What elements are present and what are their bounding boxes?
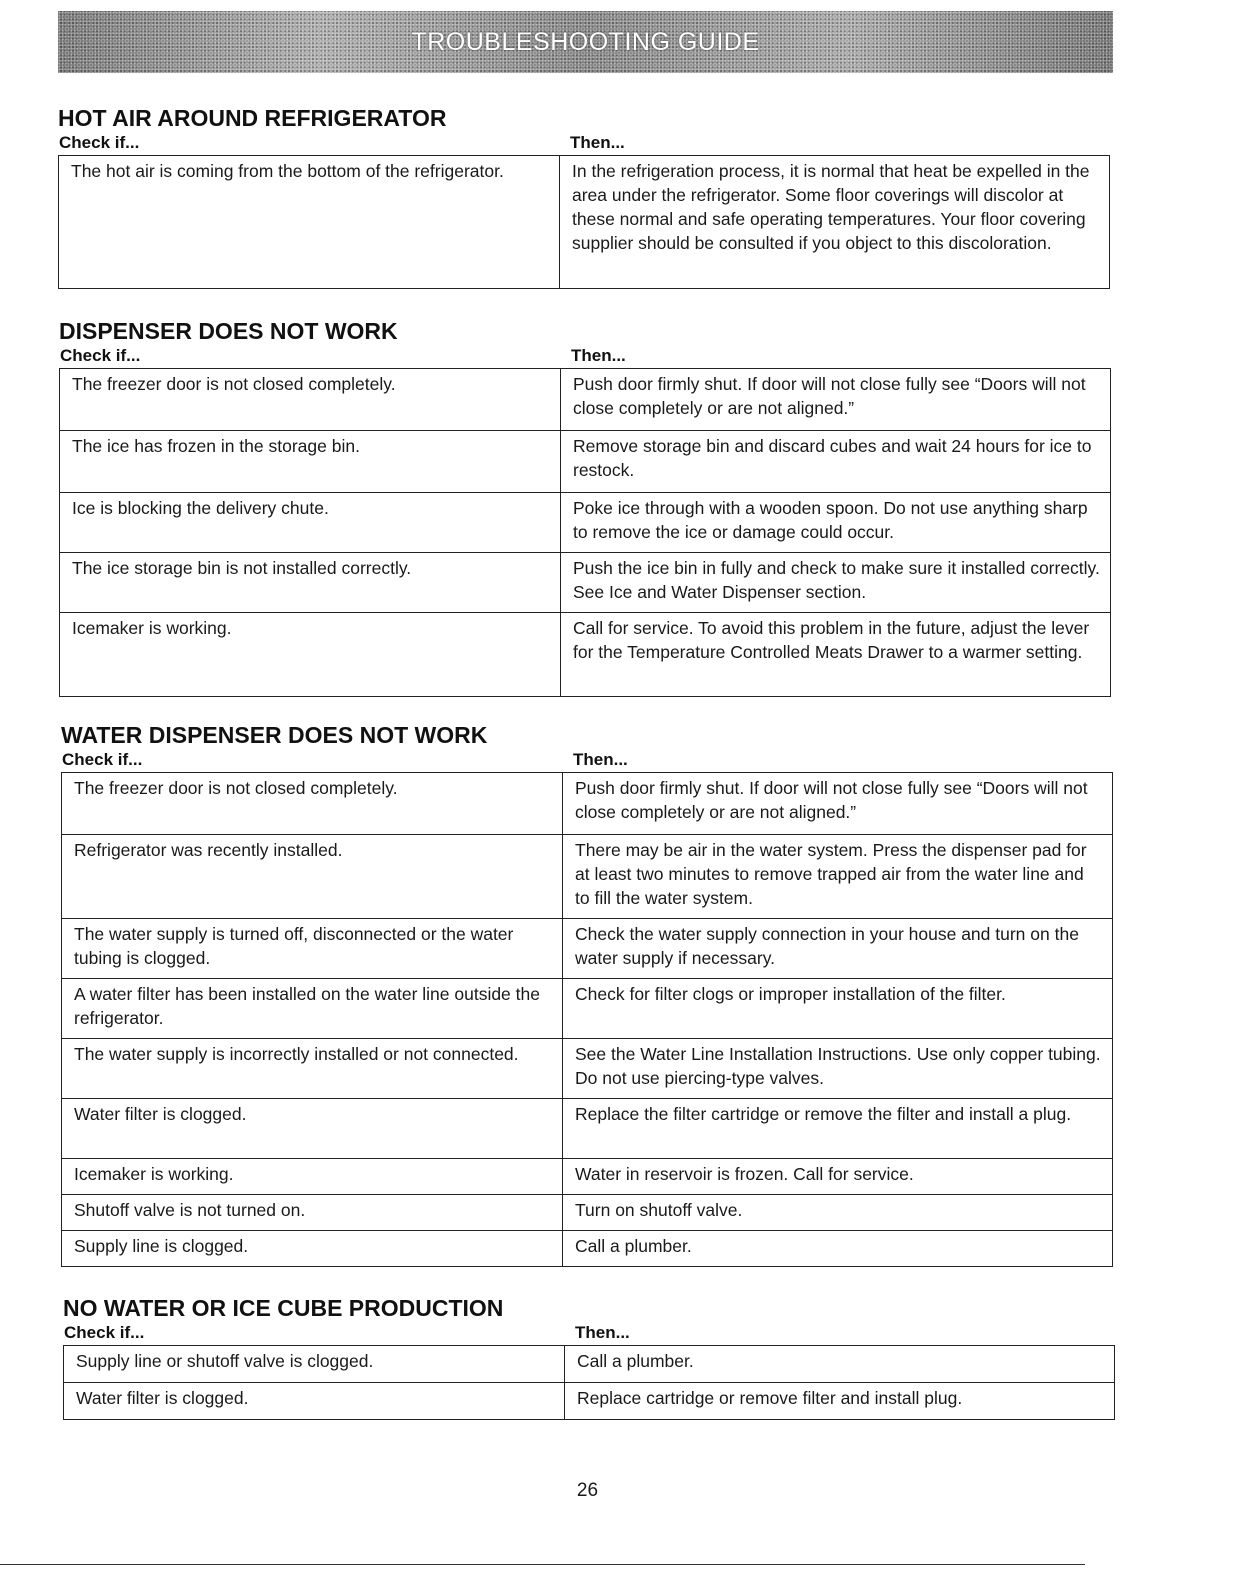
column-headers (59, 346, 1115, 368)
table-row (62, 1099, 1113, 1159)
then-cell: Call a plumber. (563, 1231, 1113, 1267)
column-headers (61, 750, 1117, 772)
then-cell: There may be air in the water system. Press the dispenser pad for at least two minutes to remove trapped air from the water line and to fill the water system. (563, 835, 1113, 919)
troubleshooting-table (61, 772, 1113, 1267)
then-cell: Turn on shutoff valve. (563, 1195, 1113, 1231)
then-cell: Push door firmly shut. If door will not close fully see “Doors will not close completely or are not aligned.” (563, 773, 1113, 835)
page-number: 26 (576, 1480, 599, 1501)
banner (58, 11, 1113, 73)
then-cell: Push the ice bin in fully and check to make sure it installed correctly. See Ice and Water Dispenser section. (561, 553, 1111, 613)
then-cell: Replace the filter cartridge or remove the filter and install a plug. (563, 1099, 1113, 1159)
section-hot-air (58, 103, 1114, 289)
table-row (60, 431, 1111, 493)
then-header: Then... (575, 1323, 630, 1342)
column-headers (63, 1323, 1119, 1345)
then-cell: Call for service. To avoid this problem in the future, adjust the lever for the Temperature Controlled Meats Drawer to a warmer setting. (561, 613, 1111, 697)
check-cell: Water filter is clogged. (64, 1383, 565, 1420)
check-cell: Ice is blocking the delivery chute. (60, 493, 561, 553)
section-title: DISPENSER DOES NOT WORK (59, 318, 398, 344)
table-row (59, 156, 1110, 289)
check-if-header: Check if... (62, 750, 143, 769)
then-cell: Call a plumber. (565, 1346, 1115, 1383)
table-row (62, 1231, 1113, 1267)
check-cell: Supply line is clogged. (62, 1231, 563, 1267)
divider (0, 1564, 1085, 1565)
section-dispenser (59, 316, 1115, 697)
then-cell: Remove storage bin and discard cubes and wait 24 hours for ice to restock. (561, 431, 1111, 493)
table-row (60, 553, 1111, 613)
section-title: NO WATER OR ICE CUBE PRODUCTION (63, 1295, 504, 1321)
troubleshooting-table (59, 368, 1111, 697)
check-cell: Refrigerator was recently installed. (62, 835, 563, 919)
section-title: HOT AIR AROUND REFRIGERATOR (58, 105, 447, 131)
then-cell: Check the water supply connection in your house and turn on the water supply if necessary. (563, 919, 1113, 979)
section-title: WATER DISPENSER DOES NOT WORK (61, 722, 488, 748)
column-headers (58, 133, 1114, 155)
check-cell: Icemaker is working. (62, 1159, 563, 1195)
then-cell: In the refrigeration process, it is normal that heat be expelled in the area under the refrigerator. Some floor coverings will discolor at these normal and safe operating temperatures. Your floor covering supplier should be consulted if you object to this discoloration. (560, 156, 1110, 289)
table-row (60, 613, 1111, 697)
check-cell: The ice storage bin is not installed correctly. (60, 553, 561, 613)
then-cell: Check for filter clogs or improper installation of the filter. (563, 979, 1113, 1039)
table-row (60, 369, 1111, 431)
table-row (62, 1159, 1113, 1195)
table-row (62, 979, 1113, 1039)
check-cell: The freezer door is not closed completely. (62, 773, 563, 835)
table-row (62, 773, 1113, 835)
table-row (62, 1039, 1113, 1099)
check-if-header: Check if... (60, 346, 141, 365)
check-cell: Shutoff valve is not turned on. (62, 1195, 563, 1231)
check-cell: Icemaker is working. (60, 613, 561, 697)
table-row (64, 1346, 1115, 1383)
check-if-header: Check if... (59, 133, 140, 152)
table-row (64, 1383, 1115, 1420)
check-cell: Water filter is clogged. (62, 1099, 563, 1159)
troubleshooting-table (58, 155, 1110, 289)
table-row (62, 835, 1113, 919)
then-cell: Push door firmly shut. If door will not close fully see “Doors will not close completely or are not aligned.” (561, 369, 1111, 431)
check-cell: A water filter has been installed on the water line outside the refrigerator. (62, 979, 563, 1039)
then-header: Then... (573, 750, 628, 769)
check-if-header: Check if... (64, 1323, 145, 1342)
page-title: TROUBLESHOOTING GUIDE (411, 27, 760, 56)
table-row (62, 919, 1113, 979)
then-header: Then... (571, 346, 626, 365)
check-cell: The hot air is coming from the bottom of the refrigerator. (59, 156, 560, 289)
check-cell: The water supply is turned off, disconnected or the water tubing is clogged. (62, 919, 563, 979)
check-cell: Supply line or shutoff valve is clogged. (64, 1346, 565, 1383)
then-cell: Replace cartridge or remove filter and install plug. (565, 1383, 1115, 1420)
check-cell: The water supply is incorrectly installed or not connected. (62, 1039, 563, 1099)
section-no-water-ice (63, 1293, 1119, 1420)
table-row (62, 1195, 1113, 1231)
check-cell: The ice has frozen in the storage bin. (60, 431, 561, 493)
check-cell: The freezer door is not closed completely. (60, 369, 561, 431)
troubleshooting-table (63, 1345, 1115, 1420)
table-row (60, 493, 1111, 553)
then-cell: See the Water Line Installation Instructions. Use only copper tubing. Do not use piercing-type valves. (563, 1039, 1113, 1099)
then-cell: Water in reservoir is frozen. Call for service. (563, 1159, 1113, 1195)
then-header: Then... (570, 133, 625, 152)
then-cell: Poke ice through with a wooden spoon. Do not use anything sharp to remove the ice or damage could occur. (561, 493, 1111, 553)
section-water-dispenser (61, 720, 1117, 1267)
